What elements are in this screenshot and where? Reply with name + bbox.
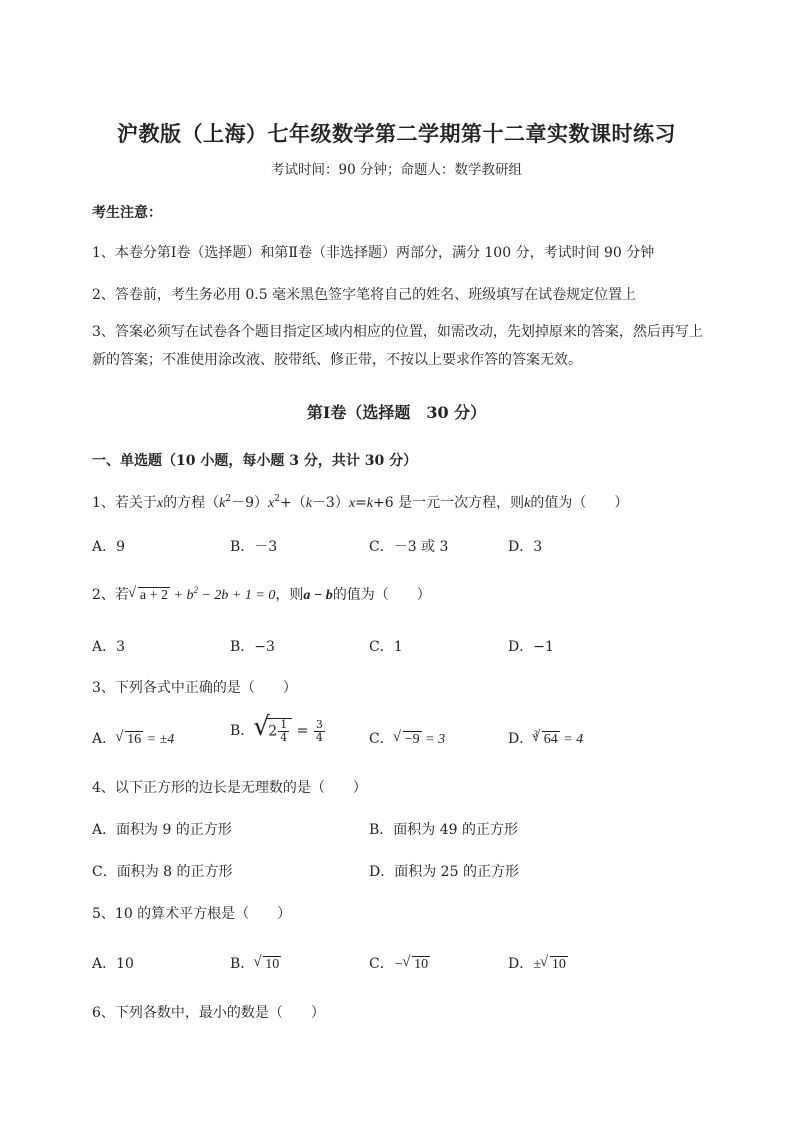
notice-item-3: 3、答案必须写在试卷各个题目指定区域内相应的位置，如需改动，先划掉原来的答案，然后再写上新的答案；不准使用涂改液、胶带纸、修正带，不按以上要求作答的答案无效。 bbox=[92, 324, 703, 368]
page-title: 沪教版（上海）七年级数学第二学期第十二章实数课时练习 bbox=[117, 121, 676, 146]
q2-option-b: B．−3 bbox=[230, 639, 275, 655]
q4-option-b: B．面积为 49 的正方形 bbox=[369, 822, 519, 838]
notice-item-1: 1、本卷分第Ⅰ卷（选择题）和第Ⅱ卷（非选择题）两部分，满分 100 分，考试时间 90 分钟 bbox=[92, 245, 655, 261]
notice-heading: 考生注意： bbox=[92, 205, 162, 221]
q4-option-d: D．面积为 25 的正方形 bbox=[369, 864, 519, 880]
question-1: 1、若关于x的方程$(k^2-9)x^2+(k-3)x=k+6$ 是一元一次方程，则k的值为（ ） bbox=[92, 494, 629, 511]
q1-option-c: C．－3 或 3 bbox=[369, 539, 449, 555]
question-3: 3、下列各式中正确的是（ ） bbox=[92, 680, 297, 696]
q1-option-b: B．－3 bbox=[230, 539, 278, 555]
question-4: 4、以下正方形的边长是无理数的是（ ） bbox=[92, 780, 367, 796]
question-2: 2、若√ $a + 2 + b^2 - 2b + 1 = 0$，则a − b的值为（ ） bbox=[92, 584, 431, 604]
question-5: 5、10 的算术平方根是（ ） bbox=[92, 906, 292, 922]
exam-info: 考试时间：90 分钟；命题人：数学教研组 bbox=[271, 162, 522, 178]
q2-option-c: C．1 bbox=[369, 639, 403, 655]
q4-option-c: C．面积为 8 的正方形 bbox=[92, 864, 233, 880]
q3-option-d: D．$^3$√ 64 = 4 bbox=[508, 728, 583, 748]
q5-option-a: A．10 bbox=[92, 956, 134, 972]
part-heading: 一、单选题（10 小题，每小题 3 分，共计 30 分） bbox=[92, 453, 418, 469]
q1-option-a: A．9 bbox=[92, 539, 126, 555]
q2-option-d: D．−1 bbox=[508, 639, 554, 655]
q1-option-d: D．3 bbox=[508, 539, 543, 555]
notice-item-2: 2、答卷前，考生务必用 0.5 毫米黑色签字笔将自己的姓名、班级填写在试卷规定位置上 bbox=[92, 287, 637, 303]
q2-option-a: A．3 bbox=[92, 639, 126, 655]
q5-option-d: D．±√ 10 bbox=[508, 953, 568, 973]
q3-option-c: C．√ −9 = 3 bbox=[369, 728, 445, 748]
q4-option-a: A．面积为 9 的正方形 bbox=[92, 822, 232, 838]
q5-option-c: C．−√ 10 bbox=[369, 953, 430, 973]
q5-option-b: B．√ 10 bbox=[230, 953, 281, 973]
section-title: 第Ⅰ卷（选择题 30 分） bbox=[306, 403, 487, 422]
q3-option-a: A．√ 16 = ±4 bbox=[92, 728, 174, 748]
q3-option-b: B．√ 2 $\frac{1}{4}$ = $\frac{3}{4}$ bbox=[230, 718, 326, 744]
question-6: 6、下列各数中，最小的数是（ ） bbox=[92, 1005, 325, 1021]
